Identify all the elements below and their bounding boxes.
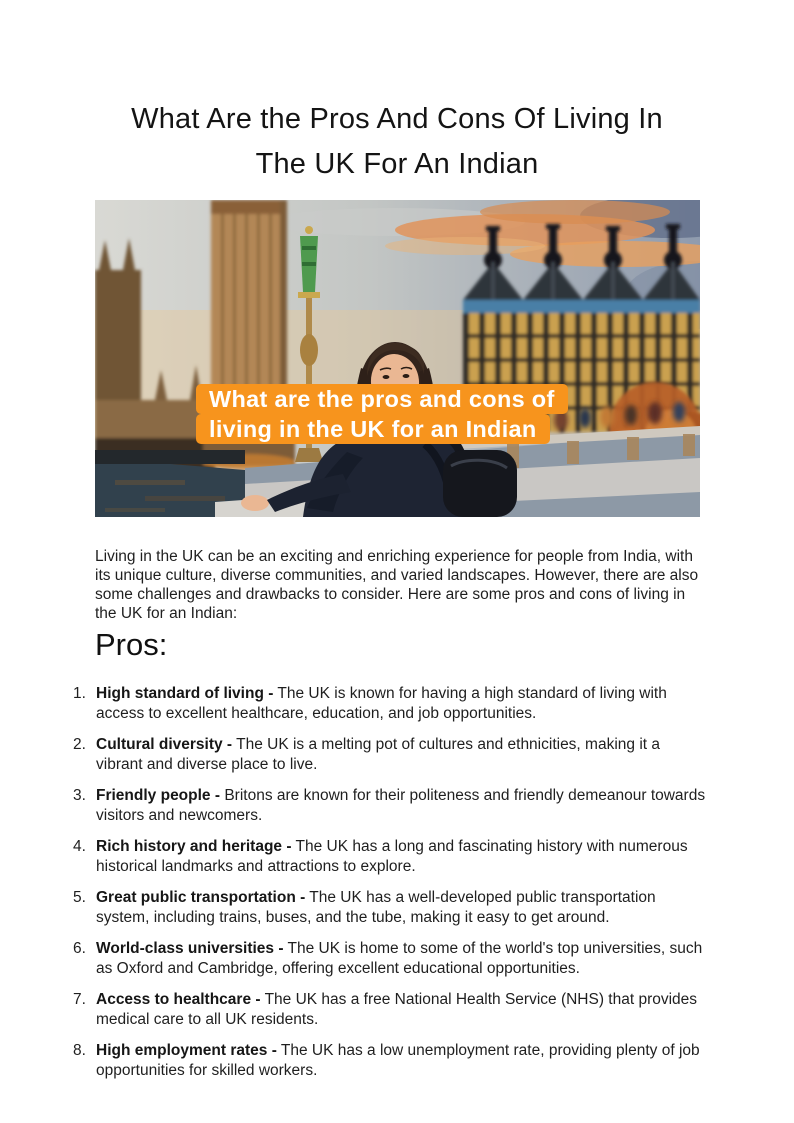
list-item — [70, 837, 710, 877]
list-item-text: The UK is known for having a high standard of living with access to excellent healthcare, education, and job opportunities. — [96, 685, 667, 722]
list-item-title: Rich history and heritage - — [96, 838, 292, 855]
intro-paragraph: Living in the UK can be an exciting and enriching experience for people from India, with its unique culture, diverse communities, and varied landscapes. However, there are also some challenges and drawbacks to consider. Here are some pros and cons of living in the UK for an Indian: — [95, 547, 699, 622]
list-item-title: World-class universities - — [96, 940, 284, 957]
page-title-line1: What Are the Pros And Cons Of Living In — [131, 103, 663, 135]
list-item-text: The UK has a free National Health Service (NHS) that provides medical care to all UK residents. — [96, 991, 698, 1028]
page-title — [0, 97, 794, 187]
hero-caption-line1: What are the pros and cons of — [196, 384, 568, 414]
pros-heading: Pros: — [95, 627, 168, 662]
list-item — [70, 786, 710, 826]
list-item-title: Great public transportation - — [96, 889, 306, 906]
list-item — [70, 939, 710, 979]
list-item-text: The UK has a well-developed public transportation system, including trains, buses, and the tube, making it easy to get around. — [96, 889, 656, 926]
list-item — [70, 1041, 710, 1081]
list-item — [70, 684, 710, 724]
london-scene-illustration — [95, 200, 700, 517]
list-item-text: The UK has a low unemployment rate, providing plenty of job opportunities for skilled workers. — [96, 1042, 700, 1079]
list-item — [70, 990, 710, 1030]
list-item-title: Friendly people - — [96, 787, 221, 804]
list-item-text: The UK has a long and fascinating history with numerous historical landmarks and attractions to explore. — [96, 838, 688, 875]
list-item-title: High employment rates - — [96, 1042, 277, 1059]
hero-caption-line2: living in the UK for an Indian — [196, 414, 550, 444]
list-item — [70, 735, 710, 775]
hero-image — [95, 200, 700, 517]
list-item-title: Cultural diversity - — [96, 736, 233, 753]
list-item-title: High standard of living - — [96, 685, 274, 702]
list-item-text: The UK is a melting pot of cultures and ethnicities, making it a vibrant and diverse place to live. — [96, 736, 660, 773]
list-item-text: The UK is home to some of the world's top universities, such as Oxford and Cambridge, offering excellent educational opportunities. — [96, 940, 703, 977]
list-item — [70, 888, 710, 928]
page-title-line2: The UK For An Indian — [255, 148, 539, 180]
list-item-title: Access to healthcare - — [96, 991, 261, 1008]
pros-list — [70, 684, 710, 1092]
hero-caption-banner — [196, 384, 568, 444]
list-item-text: Britons are known for their politeness and friendly demeanour towards visitors and newcomers. — [96, 787, 706, 824]
